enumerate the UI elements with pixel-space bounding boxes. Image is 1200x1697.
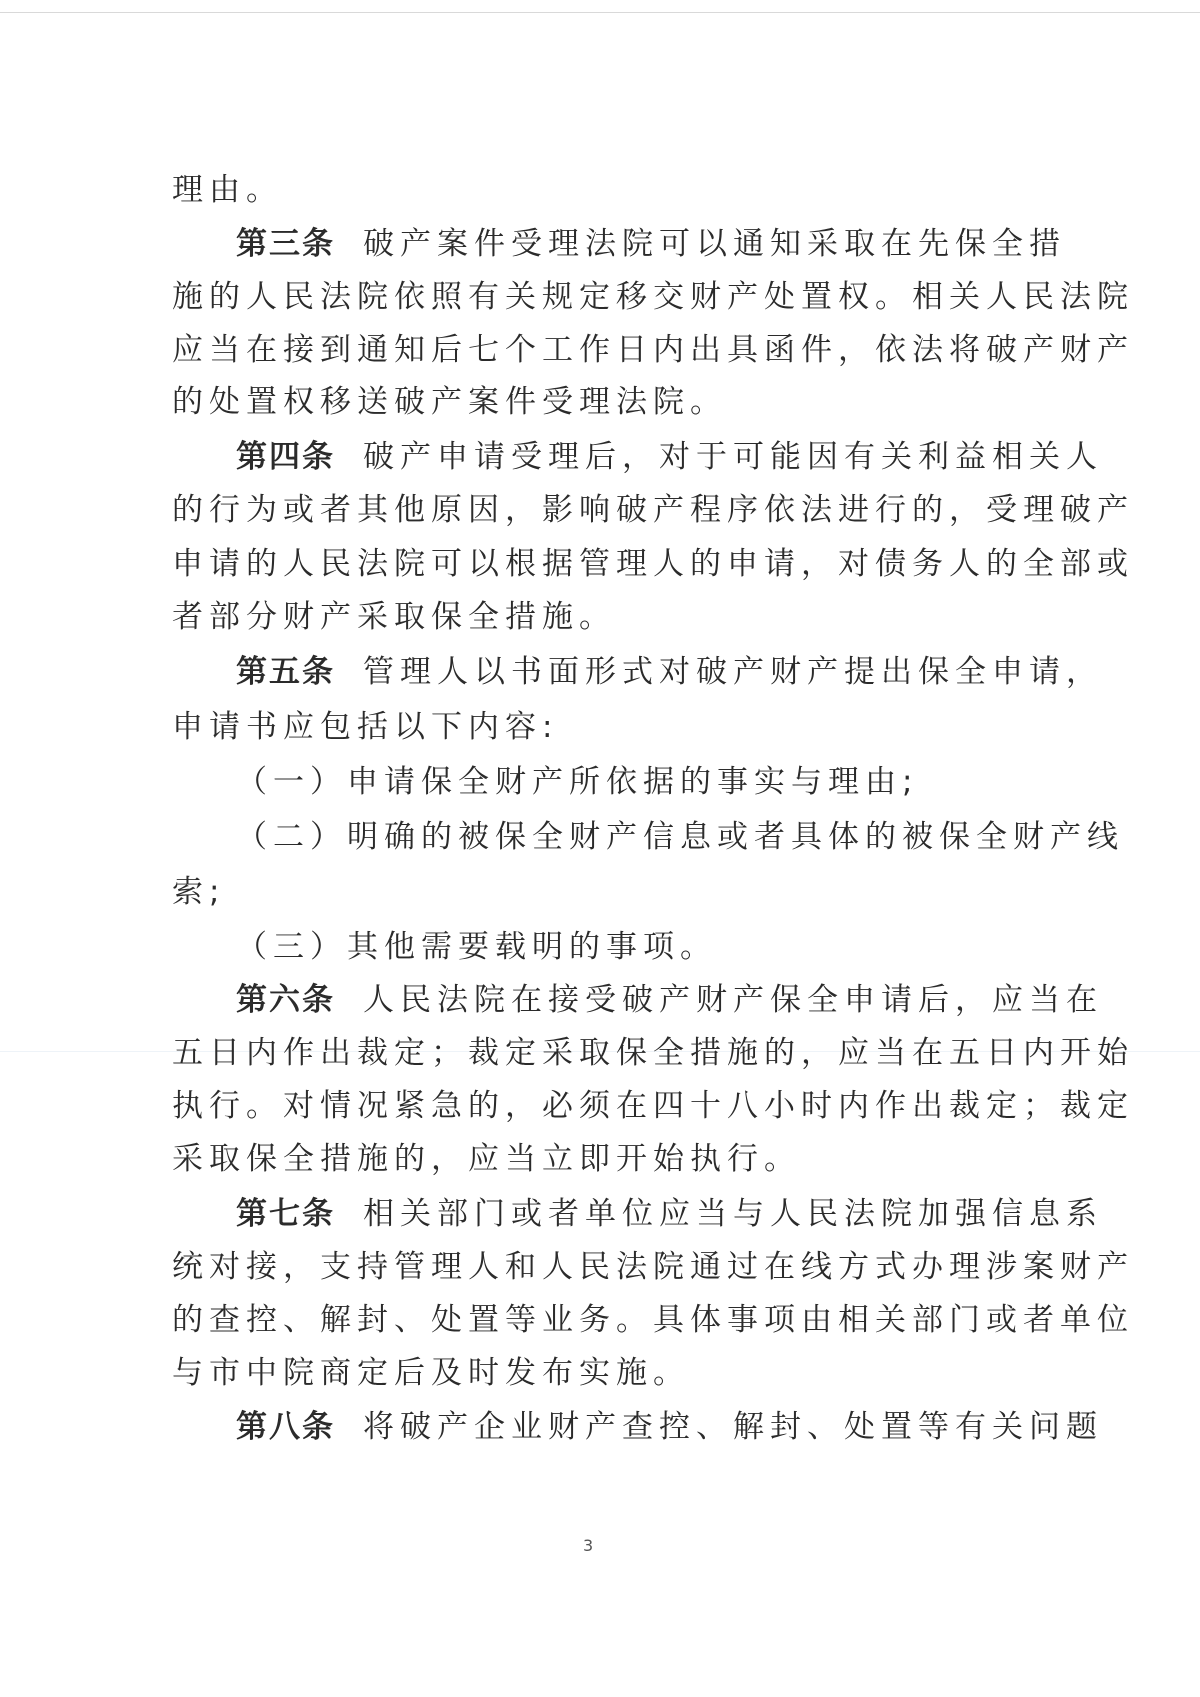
text-line (172, 382, 727, 422)
text-line (172, 277, 1134, 317)
line-text: 索; (172, 874, 226, 910)
line-text: 破产案件受理法院可以通知采取在先保全措 (363, 226, 1066, 262)
article-6-line (236, 980, 1103, 1020)
text-line (172, 872, 225, 912)
article-number: 第七条 (236, 1196, 335, 1232)
text-line (172, 1353, 690, 1393)
line-text: 人民法院在接受破产财产保全申请后，应当在 (363, 982, 1103, 1018)
article-8-line (236, 1407, 1103, 1447)
line-text: 将破产企业财产查控、解封、处置等有关问题 (363, 1409, 1103, 1445)
text-line (172, 1247, 1134, 1287)
line-text: （三）其他需要载明的事项。 (236, 929, 717, 965)
article-number: 第四条 (236, 439, 335, 475)
text-line (172, 330, 1134, 370)
article-number: 第八条 (236, 1409, 335, 1445)
line-text: 者部分财产采取保全措施。 (172, 599, 616, 635)
line-text: 与市中院商定后及时发布实施。 (172, 1355, 690, 1391)
line-text: （二）明确的被保全财产信息或者具体的被保全财产线 (236, 819, 1124, 855)
text-line (172, 1086, 1134, 1126)
line-text: 应当在接到通知后七个工作日内出具函件，依法将破产财产 (172, 332, 1134, 368)
line-text: 施的人民法院依照有关规定移交财产处置权。相关人民法院 (172, 279, 1134, 315)
line-text: 的处置权移送破产案件受理法院。 (172, 384, 727, 420)
article-7-line (236, 1194, 1103, 1234)
line-text: （一）申请保全财产所依据的事实与理由; (236, 764, 919, 800)
article-number: 第五条 (236, 654, 335, 690)
line-text: 破产申请受理后，对于可能因有关利益相关人 (363, 439, 1103, 475)
text-line (172, 490, 1134, 530)
line-text: 管理人以书面形式对破产财产提出保全申请， (363, 654, 1103, 690)
line-text: 五日内作出裁定；裁定采取保全措施的，应当在五日内开始 (172, 1035, 1134, 1071)
text-line (172, 707, 558, 747)
text-line (172, 1300, 1134, 1340)
line-text: 执行。对情况紧急的，必须在四十八小时内作出裁定；裁定 (172, 1088, 1134, 1124)
article-number: 第三条 (236, 226, 335, 262)
article-5-line (236, 652, 1103, 692)
line-text: 理由。 (172, 172, 283, 208)
list-item-3 (236, 927, 717, 967)
list-item-2 (236, 817, 1124, 857)
text-line (172, 1139, 801, 1179)
text-line (172, 597, 616, 637)
line-text: 的行为或者其他原因，影响破产程序依法进行的，受理破产 (172, 492, 1134, 528)
line-text: 的查控、解封、处置等业务。具体事项由相关部门或者单位 (172, 1302, 1134, 1338)
text-line (172, 544, 1134, 584)
page-number: 3 (583, 1536, 594, 1555)
line-text: 统对接，支持管理人和人民法院通过在线方式办理涉案财产 (172, 1249, 1134, 1285)
line-text: 相关部门或者单位应当与人民法院加强信息系 (363, 1196, 1103, 1232)
line-text: 申请书应包括以下内容: (172, 709, 559, 745)
article-3-line (236, 224, 1066, 264)
list-item-1 (236, 762, 918, 802)
line-text: 申请的人民法院可以根据管理人的申请，对债务人的全部或 (172, 546, 1134, 582)
article-4-line (236, 437, 1103, 477)
article-number: 第六条 (236, 982, 335, 1018)
top-scan-edge (0, 12, 1200, 13)
text-line (172, 170, 283, 210)
text-line (172, 1033, 1134, 1073)
line-text: 采取保全措施的，应当立即开始执行。 (172, 1141, 801, 1177)
